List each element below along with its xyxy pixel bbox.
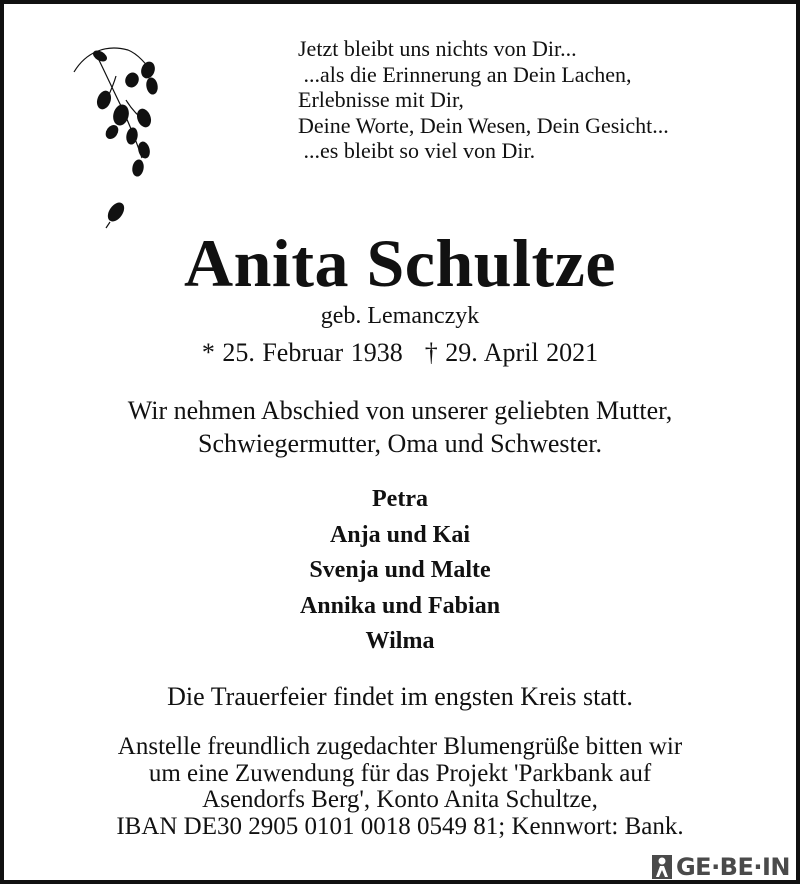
farewell-line: Wir nehmen Abschied von unserer geliebten Mutter,: [127, 396, 673, 425]
birch-branch-icon: [66, 40, 166, 240]
farewell-line: Schwiegermutter, Oma und Schwester.: [197, 429, 603, 458]
poem-line: Jetzt bleibt uns nichts von Dir...: [298, 36, 577, 61]
death-date: † 29. April 2021: [424, 338, 599, 367]
poem-line: Deine Worte, Dein Wesen, Dein Gesicht...: [298, 112, 669, 138]
family-list: [0, 482, 800, 660]
gebein-logo: [642, 852, 796, 880]
family-member: Wilma: [365, 628, 435, 654]
donation-line: Asendorfs Berg', Konto Anita Schultze,: [202, 786, 598, 813]
gebein-figure-icon: [652, 855, 672, 879]
birth-date: * 25. Februar 1938: [201, 338, 403, 367]
donation-line: Anstelle freundlich zugedachter Blumengrüße bitten wir: [117, 733, 683, 760]
life-dates: [0, 338, 800, 368]
poem-line: Erlebnisse mit Dir,: [298, 87, 464, 113]
poem-line: ...es bleibt so viel von Dir.: [298, 138, 536, 164]
poem-line: ...als die Erinnerung an Dein Lachen,: [298, 61, 632, 87]
donation-request: [0, 734, 800, 840]
farewell-text: [0, 394, 800, 460]
donation-line: um eine Zuwendung für das Projekt 'Parkbank auf: [148, 759, 652, 787]
family-member: Svenja und Malte: [309, 557, 491, 583]
family-member: Anja und Kai: [329, 521, 471, 548]
memorial-poem: [298, 36, 793, 164]
deceased-name: Anita Schultze: [184, 225, 616, 301]
family-member: Petra: [372, 486, 428, 512]
family-member: Annika und Fabian: [299, 592, 501, 619]
donation-line: IBAN DE30 2905 0101 0018 0549 81; Kennwort: Bank.: [116, 812, 684, 840]
birth-name: geb. Lemanczyk: [320, 303, 480, 329]
ceremony-note: Die Trauerfeier findet im engsten Kreis statt.: [167, 682, 633, 711]
logo-text: GE·BE·IN: [675, 853, 790, 881]
